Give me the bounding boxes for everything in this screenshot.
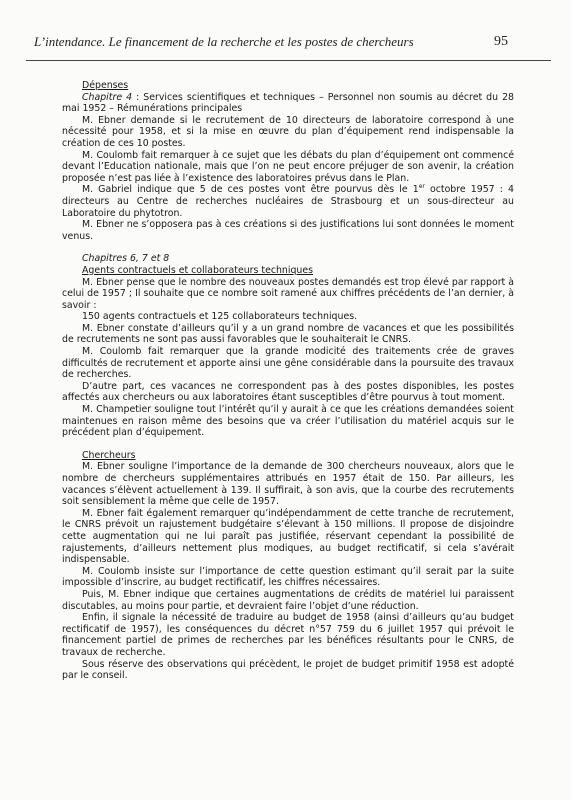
paragraph: M. Ebner fait également remarquer qu’indépendamment de cette tranche de recrutement, le CNRS prévoit un rajustement budgétaire s’élevant à 150 millions. Il propose de disjoindre cette augmentation qui ne lui paraît pas justifiée, réservant cependant la possibilité de rajustements, d’ailleurs nettement plus modiques, au budget rectificatif, si cela s’avérait indispensable. — [62, 507, 514, 566]
document-body — [62, 80, 514, 682]
superscript: er — [418, 183, 425, 191]
paragraph: D’autre part, ces vacances ne correspondent pas à des postes disponibles, les postes affectés aux chercheurs ou aux laboratoires étant susceptibles d’être pourvus à tout moment. — [62, 380, 514, 404]
paragraph: M. Ebner souligne l’importance de la demande de 300 chercheurs nouveaux, alors que le nombre de chercheurs supplémentaires attribués en 1957 était de 150. Par ailleurs, les vacances s’élèvent actuellement à 139. Il suffirait, à son avis, que la courbe des recrutements soit sensiblement la même que celle de 1957. — [62, 461, 514, 508]
chapter-label: Chapitres 6, 7 et 8 — [82, 253, 170, 265]
paragraph: M. Ebner constate d’ailleurs qu’il y a un grand nombre de vacances et que les possibilités de recrutements ne sont pas aussi favorables que le souhaiterait le CNRS. — [62, 322, 514, 346]
spacer — [62, 439, 514, 450]
paragraph: Puis, M. Ebner indique que certaines augmentations de crédits de matériel lui paraissent discutables, au moins pour partie, et devraient faire l’objet d’une réduction. — [62, 588, 514, 612]
paragraph: M. Ebner demande si le recrutement de 10 directeurs de laboratoire correspond à une nécessité pour 1958, et si la mise en œuvre du plan d’équipement rend indispensable la création de ces 10 postes. — [62, 114, 514, 149]
paragraph — [62, 184, 514, 219]
paragraph: Sous réserve des observations qui précèdent, le projet de budget primitif 1958 est adopté par le conseil. — [62, 658, 514, 682]
paragraph: M. Ebner pense que le nombre des nouveaux postes demandés est trop élevé par rapport à celui de 1957 ; Il souhaite que ce nombre soit ramené aux chiffres précédents de l’an dernier, à savoir : — [62, 276, 514, 311]
spacer — [62, 242, 514, 253]
chapter-text: : Services scientifiques et techniques – Personnel non soumis au décret du 28 mai 1952 – Rémunérations principales — [62, 91, 515, 115]
paragraph-text: octobre 1957 : 4 directeurs au Centre de recherches nucléaires de Strasbourg et un sous-directeur au Laboratoire du phytotron. — [62, 184, 514, 219]
paragraph: Enfin, il signale la nécessité de traduire au budget de 1958 (ainsi d’ailleurs qu’au budget rectificatif de 1957), les conséquences du décret n°57 759 du 6 juillet 1957 qui prévoit le financement partiel de primes de recherches par les bénéfices résultants pour le CNRS, de travaux de recherche. — [62, 612, 514, 658]
running-title: L’intendance. Le financement de la recherche et les postes de chercheurs — [34, 34, 414, 49]
section-heading-depenses: Dépenses — [82, 80, 129, 91]
paragraph: M. Coulomb fait remarquer à ce sujet que les débats du plan d’équipement ont commencé devant l’Education nationale, mais que l’on ne peut encore préjuger de son avenir, la création proposée n’est pas liée à l’existence des laboratoires prévus dans le Plan. — [62, 149, 514, 184]
page-number: 95 — [494, 34, 508, 49]
section-heading-chercheurs: Chercheurs — [82, 449, 136, 461]
page-header — [0, 18, 571, 48]
paragraph: 150 agents contractuels et 125 collaborateurs techniques. — [82, 311, 358, 323]
chapter-label: Chapitre 4 — [82, 91, 133, 103]
paragraph-text: M. Gabriel indique que 5 de ces postes vont être pourvus dès le 1 — [82, 184, 419, 196]
paragraph: M. Coulomb insiste sur l’importance de cette question estimant qu’il serait par la suite impossible d’inscrire, au budget rectificatif, les chiffres nécessaires. — [62, 565, 514, 589]
paragraph: M. Coulomb fait remarquer que la grande modicité des traitements crée de graves difficultés de recrutement et apporte ainsi une gêne considérable dans la poursuite des travaux de recherches. — [62, 346, 514, 381]
header-rule — [26, 60, 551, 61]
chapter-4-line — [62, 92, 514, 115]
paragraph: M. Ebner ne s’opposera pas à ces créations si des justifications lui sont données le moment venus. — [62, 219, 514, 242]
section-heading-agents: Agents contractuels et collaborateurs techniques — [82, 264, 314, 276]
paragraph: M. Champetier souligne tout l’intérêt qu’il y aurait à ce que les créations demandées soient maintenues en raison même des besoins que va créer l’utilisation du matériel acquis sur le précédent plan d’équipement. — [62, 404, 514, 439]
